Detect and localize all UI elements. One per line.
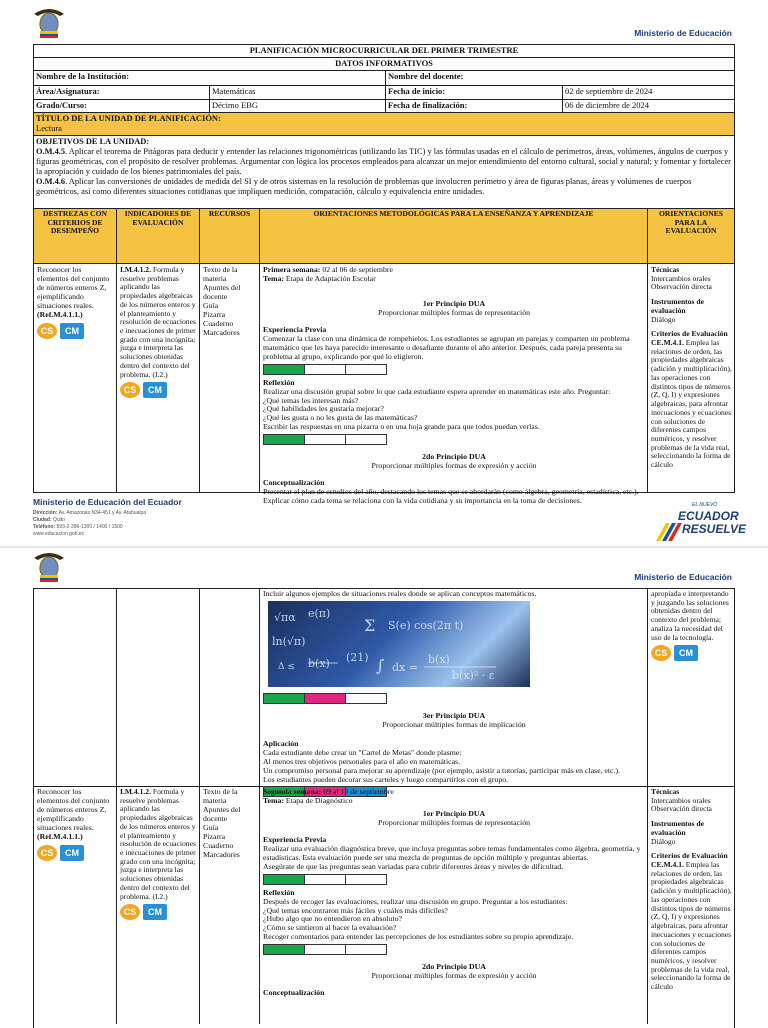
footer: Ministerio de Educación del Ecuador Dirección: Av. Amazonas N34-451 y Av. Atahualpa Ciudad: Quito Teléfono: 593-2-396-1300 / 1400 / 1500 www.educacion.gob.ec [33, 497, 453, 543]
end-date-label: Fecha de finalización: [388, 100, 468, 110]
methodology-cell-week2: Segunda semana: 09 al 13 de septiembre Tema: Etapa de Diagnóstico 1er Principio DUA Proporcionar múltiples formas de representación Experiencia Previa Realizar una evaluación diagnóstica breve, que incluya preguntas sobre temas fundamentales como álgebra, geometría, y estadísticas. Esta evaluación puede ser una mezcla de preguntas de opción múltiple y preguntas abiertas. Asegúrate de que las preguntas sean variadas para cubrir diferentes áreas y niveles de dificultad. Reflexión Después de recoger las evaluaciones, realizar una discusión en grupo. Preguntar a los estudiantes: ¿Qué temas encontraron más fáciles y cuáles más difíciles? ¿Hubo algo que no entendieron en absoluto? ¿Cómo se sintieron al hacer la evaluación? Recoger comentarios para entender las percepciones de los estudiantes sobre su propio aprendizaje. 2do Principio DUA Proporcionar múltiples formas de expresión y acción Conceptualización [261, 787, 647, 1024]
doc-title: PLANIFICACIÓN MICROCURRICULAR DEL PRIMER TRIMESTRE [249, 45, 519, 55]
svg-text:b(x)² · ε: b(x)² · ε [452, 668, 495, 682]
svg-text:√πα: √πα [274, 610, 296, 624]
footer-ministry: Ministerio de Educación del Ecuador [33, 497, 182, 507]
resources-cell-week2: Texto de la materia Apuntes del docente Guía Pizarra Cuaderno Marcadores [203, 787, 241, 859]
progress-bar-green-magenta [263, 693, 387, 704]
unit-title-label: TÍTULO DE LA UNIDAD DE PLANIFICACIÓN: [36, 113, 221, 123]
prior-experience-title: Experiencia Previa [263, 834, 327, 844]
unit-title-value: Lectura [36, 122, 62, 133]
objective-1: O.M.4.5. Aplicar el teorema de Pitágoras para deducir y entender las relaciones trigonométricas (utilizando las TIC) y las fórmulas usadas en el cálculo de perímetros, áreas, volúmenes, ángulos de cuerpos y figuras geométricas, con el propósito de resolver problemas. Argumentar con lógica los procesos empleados para alcanzar un mejor entendimiento del entorno cultural, social y natural; y fomentar y fortalecer la apropiación y cuidado de los bienes patrimoniales del país. [36, 147, 731, 177]
col-header-methodology: ORIENTACIONES METODOLÓGICAS PARA LA ENSEÑANZA Y APRENDIZAJE [260, 209, 648, 263]
svg-text:e(π): e(π) [308, 606, 331, 620]
evaluation-cell-week1-cont: apropiada e interpretando y juzgando las soluciones obtenidas dentro del contexto del problema; analiza la necesidad del uso de la tecnología. CS CM [649, 589, 734, 685]
evaluation-cell-week1: Técnicas Intercambios orales Observación directa Instrumentos de evaluación Diálogo Criterios de Evaluación CE.M.4.1. Emplea las relaciones de orden, las propiedades algebraicas (adición y multiplicación), las operaciones con distintos tipos de números (Z, Q, I) y expresiones algebraicas, para afrontar inecuaciones y ecuaciones con soluciones de diferentes campos numéricos, y resolver problemas de la vida real, seleccionando la forma de cálculo [651, 265, 732, 470]
week2-label: Segunda semana: [263, 787, 322, 796]
skill-cell-week1: Reconocer los elementos del conjunto de números enteros Z, ejemplificando situaciones reales. (Ref.M.4.1.1.) CS CM [35, 265, 115, 345]
cm-logo-icon: CM [143, 382, 167, 398]
resources-cell-week1: Texto de la materia Apuntes del docente Guía Pizarra Cuaderno Marcadores [203, 265, 241, 337]
dua2-title: 2do Principio DUA [422, 962, 486, 972]
cm-logo-icon: CM [143, 904, 167, 920]
objectives-section [34, 136, 734, 208]
objectives-label: OBJETIVOS DE LA UNIDAD: [36, 137, 150, 146]
application-title: Aplicación [263, 738, 299, 748]
math-formulas-image [268, 601, 530, 687]
cm-logo-icon: CM [674, 645, 698, 661]
cm-logo-icon: CM [60, 845, 84, 861]
indicator-cell-week1: I.M.4.1.2. Formula y resuelve problemas aplicando las propiedades algebraicas de los números enteros y el planteamiento y resolución de ecuaciones e inecuaciones de primer grado con una incógnita; juzga e interpreta las soluciones obtenidas dentro del contexto del problema. (I.2.) CS CM [118, 265, 198, 415]
conceptualization-title: Conceptualización [263, 478, 325, 488]
svg-text:ln(√π): ln(√π) [272, 634, 306, 648]
page-separator [0, 546, 768, 548]
svg-text:Δ ≤: Δ ≤ [278, 661, 295, 672]
col-header-indicators: INDICADORES DE EVALUACIÓN [117, 209, 200, 263]
unit-title-section [34, 113, 734, 135]
reflection-title: Reflexión [263, 377, 295, 387]
methodology-cell-week1: Primera semana: 02 al 06 de septiembre Tema: Etapa de Adaptación Escolar 1er Principio DUA Proporcionar múltiples formas de representación Experiencia Previa Comenzar la clase con una dinámica de rompehielos. Los estudiantes se agrupan en parejas y comparten un problema matemático que les haya parecido interesante o desafiante durante el año anterior. Después, cada pareja presenta su problema al grupo, explicando por qué lo eligieron. Reflexión Realizar una discusión grupal sobre lo que cada estudiante espera aprender en matemáticas este año. Preguntar: ¿Qué temas les interesan más? ¿Qué habilidades les gustaría mejorar? ¿Qué les gusta o no les gusta de las matemáticas? Escribir las respuestas en una pizarra o en una hoja grande para que todos puedan verlas. 2do Principio DUA Proporcionar múltiples formas de expresión y acción Conceptualización Presentar el plan de estudios del año, destacando los temas que se abordarán (como álgebra, geometría, estadística, etc.). Explicar cómo cada tema se relaciona con la vida cotidiana y su importancia en la toma de decisiones. [261, 265, 647, 493]
grade-label: Grado/Curso: [36, 100, 87, 110]
week1-label: Primera semana: [263, 265, 321, 274]
cs-logo-icon: CS [120, 382, 140, 398]
ministry-header-label: Ministerio de Educación [634, 572, 732, 582]
cs-logo-icon: CS [120, 904, 140, 920]
svg-text:Σ: Σ [364, 615, 376, 635]
dua1-title: 1er Principio DUA [422, 808, 486, 818]
svg-text:S(e) cos(2π t): S(e) cos(2π t) [388, 618, 464, 632]
skill-cell-week2: Reconocer los elementos del conjunto de números enteros Z, ejemplificando situaciones reales. (Ref.M.4.1.1.) CS CM [35, 787, 115, 871]
col-header-evaluation: ORIENTACIONES PARA LA EVALUACIÓN [648, 209, 734, 263]
institution-label: Nombre de la Institución: [36, 71, 130, 81]
area-value: Matemáticas [212, 86, 256, 96]
progress-bar-green [263, 944, 387, 955]
svg-text:(21): (21) [346, 650, 369, 664]
cs-logo-icon: CS [651, 645, 671, 661]
ministry-header-label: Ministerio de Educación [634, 28, 732, 38]
col-header-resources: RECURSOS [200, 209, 260, 263]
end-date-value: 06 de diciembre de 2024 [565, 100, 650, 110]
dua3-title: 3er Principio DUA [422, 710, 486, 720]
cm-logo-icon: CM [60, 323, 84, 339]
ecuador-resuelve-logo: EL NUEVO ECUADOR RESUELVE [656, 503, 736, 541]
evaluation-cell-week2: Técnicas Intercambios orales Observación directa Instrumentos de evaluación Diálogo Criterios de Evaluación CE.M.4.1. Emplea las relaciones de orden, las propiedades algebraicas (adición y multiplicación), las operaciones con distintos tipos de números (Z, Q, I) y expresiones algebraicas, para afrontar inecuaciones y ecuaciones con soluciones de diferentes campos numéricos, y resolver problemas de la vida real, seleccionando la forma de cálculo [651, 787, 732, 992]
doc-subtitle: DATOS INFORMATIVOS [335, 58, 433, 68]
indicator-cell-week2: I.M.4.1.2. Formula y resuelve problemas aplicando las propiedades algebraicas de los números enteros y el planteamiento y resolución de ecuaciones e inecuaciones de primer grado con una incógnita; juzga e interpreta las soluciones obtenidas dentro del contexto del problema. (I.2.) CS CM [118, 787, 198, 959]
coat-of-arms [30, 6, 68, 40]
methodology-cell-week1-cont: Incluir algunos ejemplos de situaciones reales donde se aplican conceptos matemáticos. √πα e(π) Σ S(e) cos(2π t) ln(√π) Δ ≤ b(x) (21) ∫ dx = b(x) b(x)² · ε 3er Principio DUA Proporcionar múltiples formas de implicación Aplicación Cada estudiante debe crear un "Cartel de Metas" donde plasme: Al menos tres objetivos personales para el año en matemáticas. Un compromiso personal para mejorar su aprendizaje (por ejemplo, asistir a tutorías, participar más en clase, etc.). Los estudiantes pueden decorar sus carteles y luego compartirlos con el grupo. [261, 589, 647, 785]
progress-bar-green [263, 874, 387, 885]
start-date-value: 02 de septiembre de 2024 [565, 86, 653, 96]
col-header-skills: DESTREZAS CON CRITERIOS DE DESEMPEÑO [34, 209, 117, 263]
svg-text:dx =: dx = [392, 660, 418, 674]
dua1-title: 1er Principio DUA [422, 298, 486, 308]
svg-text:b(x): b(x) [308, 656, 330, 670]
cs-logo-icon: CS [37, 323, 57, 339]
progress-bar-green [263, 364, 387, 375]
grade-value: Décimo EBG [212, 100, 259, 110]
conceptualization-title: Conceptualización [263, 988, 325, 998]
teacher-label: Nombre del docente: [388, 71, 464, 81]
start-date-label: Fecha de inicio: [388, 86, 446, 96]
svg-text:∫: ∫ [376, 655, 385, 675]
dua2-title: 2do Principio DUA [422, 452, 486, 462]
prior-experience-title: Experiencia Previa [263, 324, 327, 334]
objective-2: O.M.4.6. Aplicar las conversiones de unidades de medida del SI y de otros sistemas en la resolución de problemas que involucren perímetro y área de figuras planas, áreas y volúmenes de cuerpos geométricos, así como diferentes situaciones cotidianas que impliquen medición, comparación, cálculo y equivalencia entre unidades. [36, 177, 692, 197]
progress-bar-green [263, 434, 387, 445]
area-label: Área/Asignatura: [36, 86, 100, 96]
svg-text:b(x): b(x) [428, 652, 450, 666]
coat-of-arms [30, 550, 68, 584]
cs-logo-icon: CS [37, 845, 57, 861]
reflection-title: Reflexión [263, 887, 295, 897]
